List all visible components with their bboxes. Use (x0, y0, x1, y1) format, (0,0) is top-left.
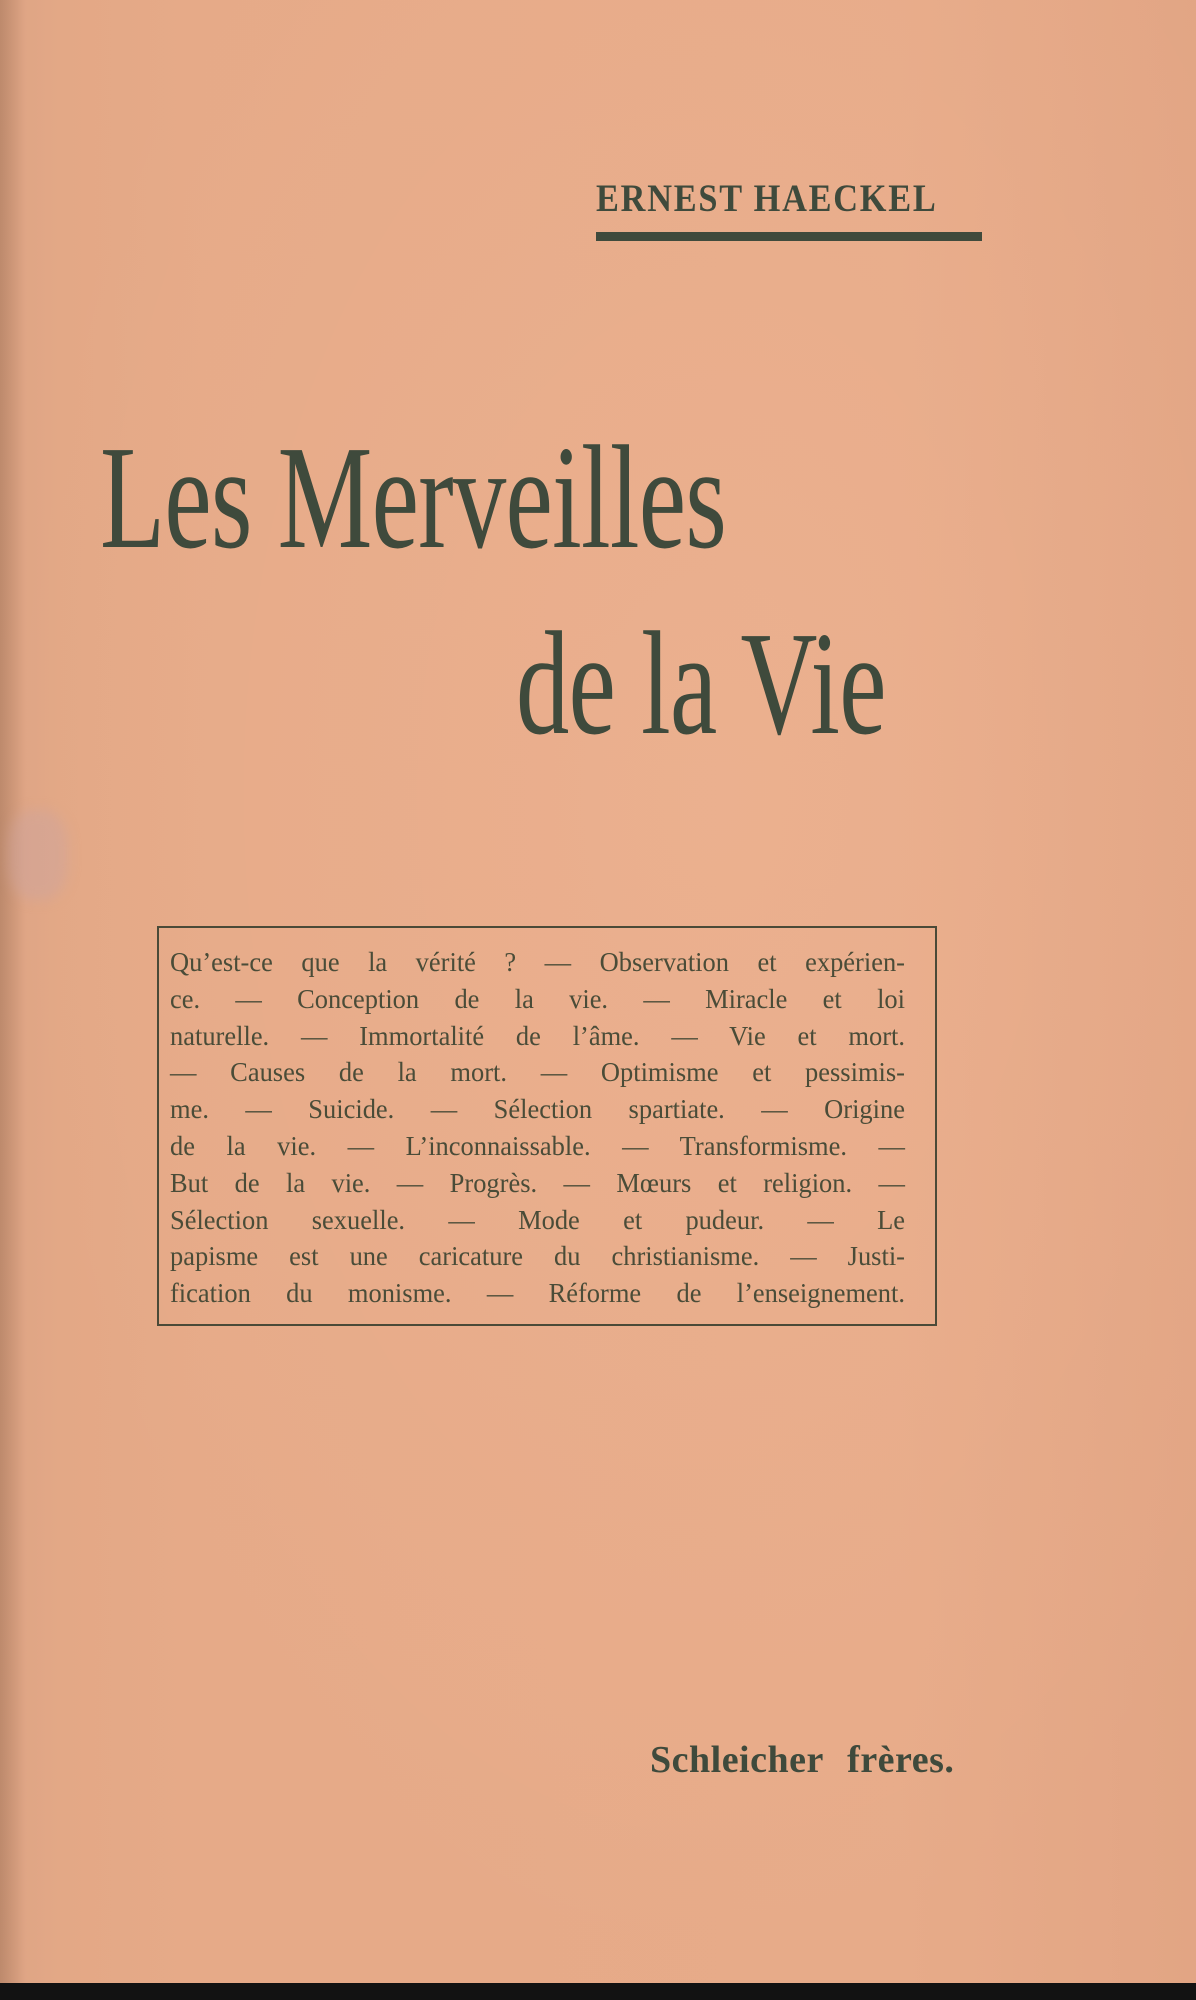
scan-bottom-edge (0, 1983, 1196, 2000)
spine-shade (0, 0, 26, 1983)
summary-line: Sélection sexuelle. — Mode et pudeur. — Le (170, 1204, 905, 1235)
summary-line: Qu’est-ce que la vérité ? — Observation et expérien- (170, 947, 905, 977)
summary-line: me. — Suicide. — Sélection spartiate. — Origine (170, 1094, 905, 1125)
summary-line: But de la vie. — Progrès. — Mœurs et religion. — (170, 1167, 905, 1198)
summary-contents (170, 944, 930, 1312)
summary-line: ce. — Conception de la vie. — Miracle et loi (170, 983, 905, 1014)
title-line-2: de la Vie (516, 602, 886, 766)
summary-line: — Causes de la mort. — Optimisme et pessimis- (170, 1057, 905, 1088)
author-name: ERNEST HAECKEL (596, 177, 938, 220)
author-underline (596, 232, 982, 241)
title-line-1: Les Merveilles (100, 416, 727, 580)
paper-stain (8, 810, 68, 900)
summary-line: naturelle. — Immortalité de l’âme. — Vie et mort. (170, 1020, 905, 1051)
publisher-name: Schleicher frères. (650, 1739, 955, 1781)
summary-line: de la vie. — L’inconnaissable. — Transformisme. — (170, 1130, 905, 1161)
summary-line: fication du monisme. — Réforme de l’enseignement. (170, 1278, 905, 1309)
summary-line: papisme est une caricature du christianisme. — Justi- (170, 1241, 905, 1272)
